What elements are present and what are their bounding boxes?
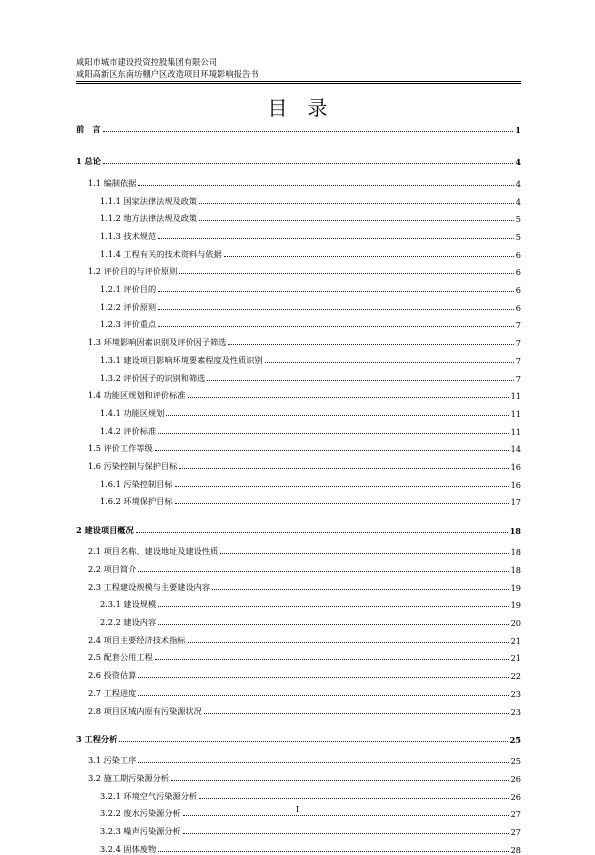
toc-leader-dots (228, 344, 513, 345)
toc-entry-label: 2.7 工程进度 (88, 687, 137, 698)
toc-leader-dots (175, 486, 509, 487)
toc-entry-label: 2.6 投资估算 (88, 670, 137, 681)
toc-entry-label: 1.5 评价工作等级 (88, 443, 153, 454)
toc-entry-page: 28 (510, 844, 521, 855)
toc-leader-dots (158, 851, 508, 852)
toc-leader-dots (158, 433, 508, 434)
header-report-title: 咸阳高新区东南坊棚户区改造项目环境影响报告书 (76, 68, 259, 79)
toc-entry[interactable] (88, 579, 521, 593)
toc-entry-label: 2.2 项目简介 (88, 563, 137, 574)
toc-leader-dots (204, 713, 509, 714)
toc-leader-dots (166, 415, 508, 416)
toc-entry-label: 1.2.2 评价原则 (100, 301, 157, 312)
toc-entry-label: 1.1.4 工程有关的技术资料与依据 (100, 248, 222, 259)
toc-entry-label: 2.3 工程建设规模与主要建设内容 (88, 581, 211, 592)
toc-entry-page: 26 (510, 791, 521, 802)
toc-leader-dots (199, 203, 514, 204)
toc-entry-label: 1.6.1 污染控制目标 (100, 478, 173, 489)
toc-entry[interactable] (100, 823, 521, 837)
toc-entry-page: 6 (515, 302, 521, 313)
toc-leader-dots (138, 571, 508, 572)
toc-entry-label: 1.2.1 评价目的 (100, 284, 157, 294)
toc-entry-label: 1.1 编制依据 (88, 177, 137, 188)
toc-entry-label: 2.1 项目名称、建设地址及建设性质 (88, 546, 219, 557)
toc-entry[interactable] (100, 788, 521, 802)
toc-leader-dots (183, 815, 509, 816)
toc-entry-label: 1.1.1 国家法律法规及政策 (100, 195, 198, 206)
page-title: 目 录 (267, 96, 328, 120)
toc-entry[interactable] (88, 263, 521, 277)
toc-leader-dots (155, 659, 509, 660)
toc-entry[interactable] (100, 352, 521, 366)
toc-leader-dots (158, 326, 514, 327)
toc-leader-dots (199, 220, 514, 221)
toc-entry-page: 6 (515, 249, 521, 260)
toc-entry-label: 1.4.2 评价标准 (100, 425, 157, 436)
toc-leader-dots (155, 450, 509, 451)
toc-entry-label: 1.2.3 评价重点 (100, 319, 157, 330)
toc-entry[interactable] (100, 596, 521, 610)
toc-entry[interactable] (100, 210, 521, 224)
toc-leader-dots (188, 397, 509, 398)
toc-entry[interactable] (100, 614, 521, 628)
toc-entry-page: 27 (510, 809, 521, 820)
toc-entry-page: 18 (509, 525, 521, 536)
toc-entry-page: 17 (510, 497, 521, 508)
toc-leader-dots (158, 291, 514, 292)
toc-entry-label: 1.2 评价目的与评价原则 (88, 266, 178, 277)
toc-entry[interactable] (88, 458, 521, 472)
header-rule (76, 81, 521, 82)
toc-entry-page: 1 (515, 125, 521, 135)
toc-entry-label: 2.3.1 建设规模 (100, 599, 157, 610)
running-header (76, 57, 522, 80)
toc-entry[interactable] (100, 193, 521, 207)
toc-entry[interactable] (100, 228, 521, 242)
toc-entry-label: 1.1.3 技术规范 (100, 230, 157, 241)
toc-entry-label: 3.2.4 固体废物 (100, 843, 157, 854)
toc-entry-label: 3.2 施工期污染源分析 (88, 773, 170, 783)
header-rule-second (76, 83, 521, 84)
toc-entry[interactable] (88, 334, 521, 348)
toc-leader-dots (138, 677, 508, 678)
toc-entry-label: 1.3 环境影响因素识别及评价因子筛选 (88, 337, 227, 348)
toc-entry[interactable] (100, 405, 521, 419)
toc-entry-page: 21 (510, 635, 521, 646)
toc-leader-dots (138, 185, 513, 186)
toc-entry-label: 2 建设项目概况 (76, 524, 134, 535)
toc-entry-page: 5 (515, 214, 521, 225)
toc-entry-page: 18 (510, 547, 521, 558)
toc-entry[interactable] (100, 476, 521, 490)
toc-entry-page: 6 (515, 285, 521, 295)
toc-entry-label: 2.4 项目主要经济技术指标 (88, 634, 186, 645)
toc-entry[interactable] (88, 752, 521, 766)
toc-leader-dots (138, 695, 508, 696)
toc-entry-page: 27 (510, 827, 521, 838)
toc-entry-page: 16 (510, 479, 521, 490)
toc-entry-label: 1.3.2 评价因子的识别和筛选 (100, 372, 206, 383)
toc-entry-page: 7 (515, 373, 521, 384)
toc-entry-label: 2.2.2 建设内容 (100, 617, 157, 627)
toc-entry-page: 23 (510, 688, 521, 699)
toc-leader-dots (179, 468, 508, 469)
toc-leader-dots (224, 256, 514, 257)
toc-entry[interactable] (100, 246, 521, 260)
toc-leader-dots (158, 624, 508, 625)
toc-entry-page: 11 (510, 391, 521, 402)
toc-entry-page: 25 (510, 756, 521, 767)
toc-entry-page: 11 (510, 408, 521, 419)
toc-entry[interactable] (88, 440, 521, 454)
toc-leader-dots (265, 362, 514, 363)
toc-entry[interactable] (100, 423, 521, 437)
toc-entry-page: 26 (510, 774, 521, 784)
toc-leader-dots (171, 780, 508, 781)
toc-leader-dots (220, 553, 508, 554)
toc-entry[interactable] (88, 703, 521, 717)
toc-leader-dots (103, 163, 513, 164)
toc-entry-label: 1.4.1 功能区规划 (100, 407, 165, 418)
toc-entry-label: 3.2.3 噪声污染源分析 (100, 826, 181, 837)
toc-entry[interactable] (100, 370, 521, 384)
toc-entry[interactable] (100, 299, 521, 313)
toc-entry-page: 5 (515, 231, 521, 242)
page-number: I (295, 805, 300, 815)
toc-entry[interactable] (88, 632, 521, 646)
toc-entry-page: 7 (515, 338, 521, 349)
toc-leader-dots (212, 589, 509, 590)
toc-entry-label: 3.1 污染工序 (88, 755, 137, 766)
toc-entry-page: 16 (510, 462, 521, 472)
toc-entry-page: 19 (510, 600, 521, 611)
toc-leader-dots (179, 273, 513, 274)
toc-entry[interactable] (88, 561, 521, 575)
toc-entry-page: 21 (510, 653, 521, 664)
toc-entry-label: 1.1.2 地方法律法规及政策 (100, 213, 198, 224)
toc-entry-page: 18 (510, 564, 521, 575)
toc-entry-page: 6 (515, 267, 521, 278)
toc-entry-page: 7 (515, 320, 521, 331)
toc-entry-label: 3 工程分析 (76, 733, 118, 744)
toc-leader-dots (138, 762, 508, 763)
toc-entry[interactable] (100, 281, 521, 295)
toc-entry[interactable] (88, 685, 521, 699)
toc-entry-page: 7 (515, 355, 521, 366)
toc-entry-label: 1.6.2 环境保护目标 (100, 496, 173, 507)
toc-entry-page: 14 (510, 444, 521, 455)
toc-entry[interactable] (88, 387, 521, 401)
toc-entry-page: 4 (515, 178, 521, 189)
toc-leader-dots (103, 131, 514, 132)
toc-leader-dots (158, 309, 514, 310)
toc-entry-page: 25 (509, 734, 521, 745)
toc-leader-dots (199, 798, 508, 799)
toc-entry[interactable] (88, 649, 521, 663)
toc-entry[interactable] (100, 841, 521, 855)
toc-entry-page: 23 (510, 706, 521, 717)
toc-entry[interactable] (76, 153, 521, 167)
toc-entry[interactable] (88, 175, 521, 189)
toc-entry[interactable] (88, 770, 521, 784)
toc-entry-page: 11 (510, 426, 521, 437)
toc-entry-page: 22 (510, 671, 521, 682)
toc-entry-label: 前 言 (76, 124, 101, 134)
toc-entry-label: 3.2.1 环境空气污染源分析 (100, 790, 198, 801)
toc-leader-dots (119, 741, 507, 742)
header-company: 咸阳市城市建设投资控股集团有限公司 (76, 57, 218, 67)
toc-entry-page: 19 (510, 582, 521, 593)
toc-entry-page: 20 (510, 618, 521, 628)
toc-entry[interactable] (100, 493, 521, 507)
toc-entry-label: 1.4 功能区规划和评价标准 (88, 390, 186, 401)
toc-leader-dots (158, 606, 508, 607)
toc-entry[interactable] (76, 731, 521, 745)
toc-entry[interactable] (88, 543, 521, 557)
toc-entry-label: 2.8 项目区域内原有污染源状况 (88, 705, 202, 716)
toc-leader-dots (136, 532, 508, 533)
toc-entry-page: 4 (515, 157, 521, 168)
toc-leader-dots (158, 238, 514, 239)
toc-entry-label: 2.5 配套公用工程 (88, 652, 153, 663)
toc-leader-dots (175, 503, 509, 504)
toc-entry[interactable] (88, 667, 521, 681)
toc-leader-dots (183, 833, 509, 834)
toc-entry-page: 4 (515, 196, 521, 207)
toc-entry-label: 1 总论 (76, 156, 101, 167)
toc-entry[interactable] (100, 316, 521, 330)
toc-leader-dots (188, 642, 509, 643)
toc-entry[interactable] (76, 121, 521, 135)
toc-leader-dots (207, 380, 513, 381)
toc-entry[interactable] (76, 522, 521, 536)
toc-entry-label: 3.2.2 废水污染源分析 (100, 808, 181, 819)
toc-entry-label: 1.3.1 建设项目影响环境要素程度及性质识别 (100, 354, 263, 365)
toc-entry-label: 1.6 污染控制与保护目标 (88, 461, 178, 471)
